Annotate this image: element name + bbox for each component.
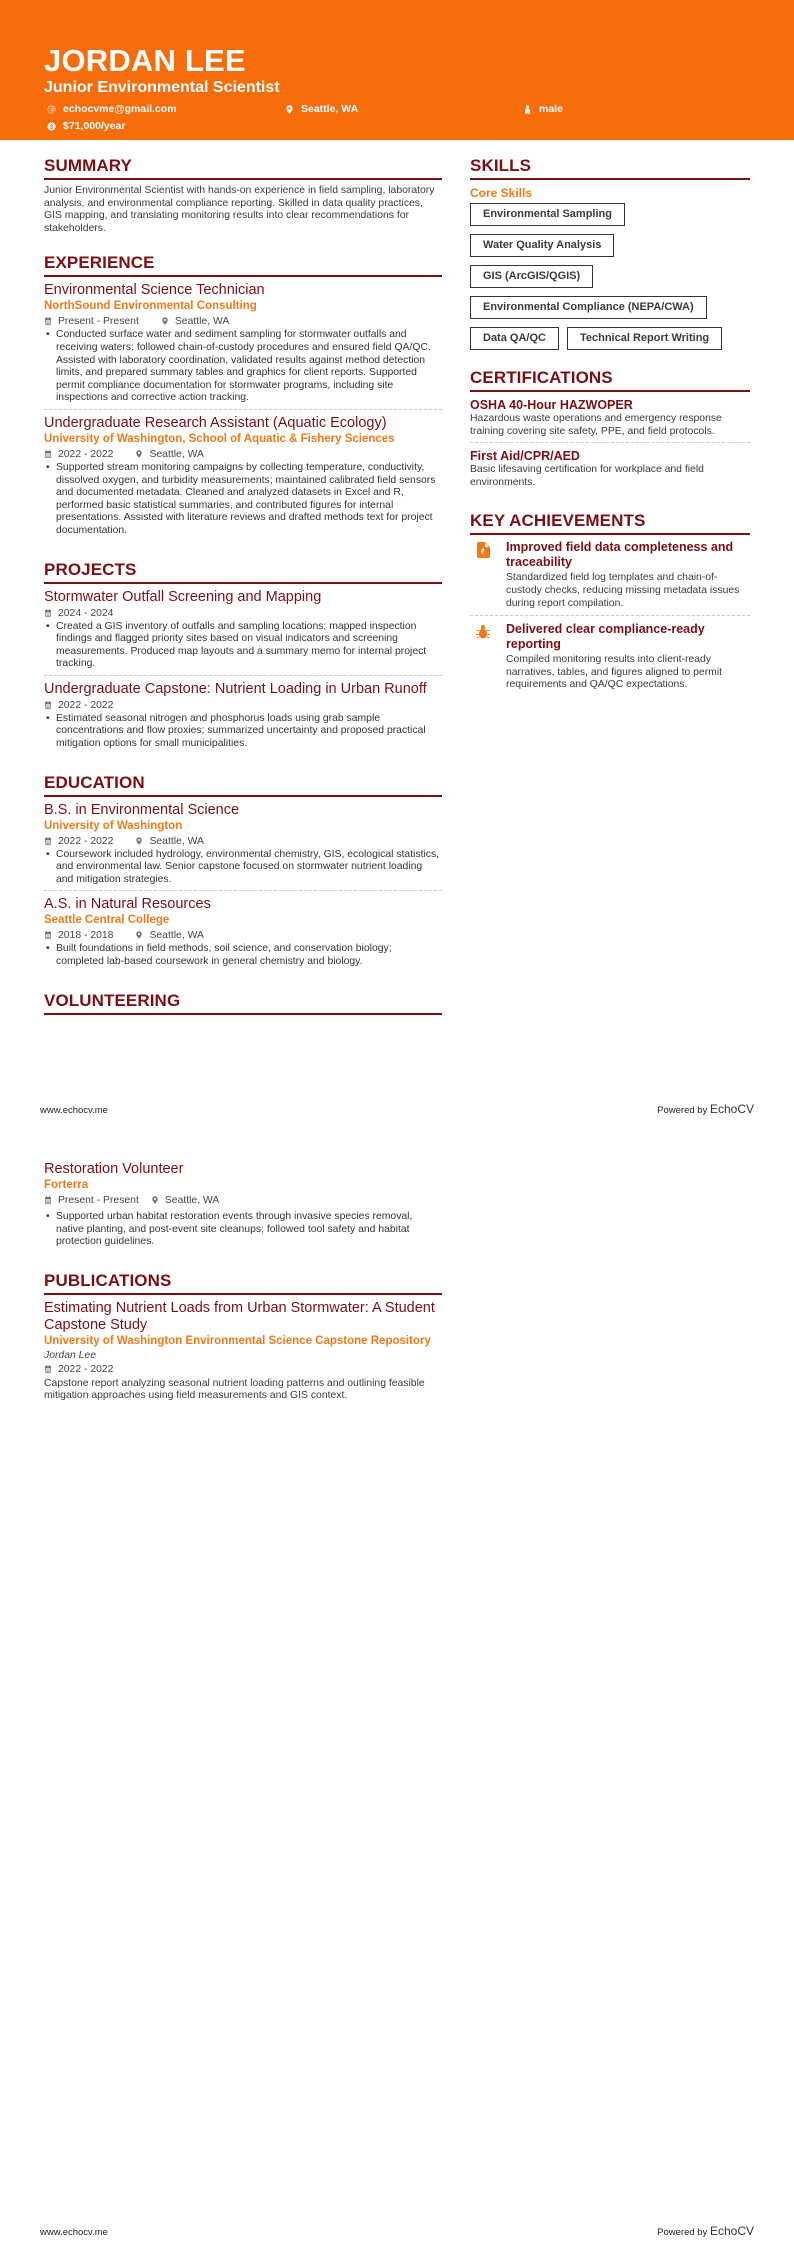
- volunteer-entry: [44, 1161, 442, 1253]
- bullet-list: [44, 849, 442, 887]
- bullet-item: • Conducted surface water and sediment sampling for stormwater outfalls and receiving waters; followed chain-of-custody procedures and ensured field QA/QC. Assisted with laboratory coordination, validated results against method detection limits, and prepared summary tables and graphics for client reports. Supported permit compliance documentation for stormwater programs, including site inspections and corrective action tracking.: [44, 329, 442, 405]
- achievement-title: Delivered clear compliance-ready reporting: [506, 622, 705, 652]
- degree: B.S. in Environmental Science: [44, 801, 240, 818]
- date-range: 2022 - 2022: [58, 699, 114, 711]
- entry-meta: [44, 315, 442, 328]
- section-heading: PUBLICATIONS: [44, 1271, 442, 1295]
- experience-section: [44, 253, 442, 541]
- location: Seattle, WA: [135, 448, 203, 461]
- section-heading: EXPERIENCE: [44, 253, 442, 277]
- organization-name: Forterra: [44, 1179, 89, 1191]
- volunteer-role: Restoration Volunteer: [44, 1161, 184, 1177]
- experience-entry: [44, 409, 442, 542]
- right-column: [470, 156, 750, 715]
- entry-meta: [44, 1194, 442, 1207]
- skill-chip: Technical Report Writing: [567, 327, 722, 350]
- calendar-icon: [44, 931, 53, 940]
- summary-section: [44, 156, 442, 235]
- footer-powered-by: Powered by EchoCV: [657, 2224, 754, 2238]
- education-entry: [44, 890, 442, 972]
- person-icon: [522, 105, 532, 115]
- publication-title: Estimating Nutrient Loads from Urban Stormwater: A Student Capstone Study: [44, 1299, 435, 1333]
- publication-entry: [44, 1300, 442, 1407]
- calendar-icon: [44, 837, 53, 846]
- calendar-icon: [44, 317, 53, 326]
- contact-email: echocvme@gmail.com: [44, 102, 282, 117]
- calendar-icon: [44, 450, 53, 459]
- document-icon: [470, 540, 506, 610]
- achievement-entry: [470, 540, 750, 615]
- location-pin-icon: [135, 450, 144, 459]
- entry-meta: [44, 835, 442, 848]
- bullet-item: • Built foundations in field methods, soil science, and conservation biology; completed lab-based coursework in general chemistry and biology.: [44, 943, 442, 968]
- achievements-section: [470, 511, 750, 697]
- section-heading: KEY ACHIEVEMENTS: [470, 511, 750, 535]
- location-pin-icon: [135, 931, 144, 940]
- bullet-item: • Supported stream monitoring campaigns by collecting temperature, conductivity, dissolved oxygen, and turbidity measurements; maintained calibrated field sensors and documented metadata. Cleaned and analyzed datasets in Excel and R, performed basic statistical summaries, and contributed figures for internal presentations. Assisted with literature reviews and drafted methods text for project documentation.: [44, 462, 442, 538]
- achievement-title: Improved field data completeness and traceability: [506, 540, 734, 570]
- publication-description: Capstone report analyzing seasonal nutrient loading patterns and outlining feasible mitigation approaches using field measurements and GIS context.: [44, 1377, 425, 1402]
- skill-chip: Environmental Compliance (NEPA/CWA): [470, 296, 707, 319]
- contact-salary: $71,000/year: [44, 119, 282, 134]
- date-range: 2024 - 2024: [58, 607, 114, 619]
- location-pin-icon: [284, 105, 294, 115]
- footer-website: www.echocv.me: [40, 1105, 108, 1116]
- left-column: [44, 156, 442, 1033]
- skill-chip: Environmental Sampling: [470, 203, 625, 226]
- skill-chips: [470, 203, 750, 350]
- job-title: Undergraduate Research Assistant (Aquatic Ecology): [44, 414, 387, 431]
- achievement-entry: [470, 615, 750, 697]
- bug-icon: [470, 622, 506, 692]
- date-range: 2022 - 2022: [58, 835, 114, 847]
- section-heading: EDUCATION: [44, 773, 442, 797]
- location: Seattle, WA: [151, 1194, 219, 1207]
- skills-section: [470, 156, 750, 350]
- bullet-item: • Supported urban habitat restoration events through invasive species removal, native planting, and post-event site cleanups; followed tool safety and habitat protection guidelines.: [44, 1211, 442, 1249]
- volunteering-section: [44, 1161, 442, 1253]
- bullet-list: [44, 713, 442, 751]
- location: Seattle, WA: [135, 835, 203, 848]
- candidate-title: Junior Environmental Scientist: [44, 79, 280, 96]
- volunteering-section-heading: [44, 991, 442, 1015]
- summary-text: Junior Environmental Scientist with hands-on experience in field sampling, laboratory analysis, and environmental compliance reporting. Skilled in data quality practices, GIS mapping, and translating monitoring results into clear recommendations for stakeholders.: [44, 185, 435, 234]
- contact-gender: male: [520, 102, 758, 117]
- page-footer-2: [40, 2224, 754, 2238]
- page-footer: [40, 1102, 754, 1116]
- school-name: Seattle Central College: [44, 914, 170, 927]
- project-title: Undergraduate Capstone: Nutrient Loading in Urban Runoff: [44, 680, 427, 697]
- location: Seattle, WA: [135, 929, 203, 942]
- money-icon: [46, 122, 56, 132]
- certification-description: Basic lifesaving certification for workplace and field environments.: [470, 464, 704, 488]
- location-pin-icon: [161, 317, 170, 326]
- date-range: Present - Present: [58, 316, 139, 328]
- achievement-description: Standardized field log templates and chain-of-custody checks, reducing missing metadata issues during report compilation.: [506, 572, 740, 609]
- candidate-name: JORDAN LEE: [44, 43, 246, 78]
- location-pin-icon: [135, 837, 144, 846]
- section-heading: SKILLS: [470, 156, 750, 180]
- section-heading: SUMMARY: [44, 156, 442, 180]
- skill-chip: Data QA/QC: [470, 327, 559, 350]
- bullet-list: [44, 621, 442, 671]
- footer-website: www.echocv.me: [40, 2227, 108, 2238]
- bullet-item: • Estimated seasonal nitrogen and phosphorus loads using grab sample concentrations and flow proxies; summarized uncertainty and proposed practical mitigation options for small municipalities.: [44, 713, 442, 751]
- projects-section: [44, 560, 442, 755]
- bullet-item: • Coursework included hydrology, environmental chemistry, GIS, ecological statistics, and environmental law. Senior capstone focused on stormwater nutrient loading and mitigation strategies.: [44, 849, 442, 887]
- calendar-icon: [44, 1196, 53, 1205]
- certification-description: Hazardous waste operations and emergency response training covering site safety, PPE, and field protocols.: [470, 413, 722, 437]
- bullet-list: [44, 1211, 442, 1249]
- publisher-name: University of Washington Environmental Science Capstone Repository: [44, 1334, 431, 1347]
- certification-entry: [470, 397, 750, 442]
- bullet-list: [44, 329, 442, 405]
- bullet-list: [44, 462, 442, 538]
- location-pin-icon: [151, 1196, 160, 1205]
- project-title: Stormwater Outfall Screening and Mapping: [44, 588, 322, 605]
- calendar-icon: [44, 609, 53, 618]
- company-name: University of Washington, School of Aquatic & Fishery Sciences: [44, 432, 395, 445]
- entry-meta: [44, 448, 442, 461]
- entry-meta: [44, 607, 442, 620]
- project-entry: [44, 589, 442, 675]
- certification-title: First Aid/CPR/AED: [470, 449, 580, 464]
- skill-group-label: Core Skills: [470, 186, 533, 200]
- project-entry: [44, 675, 442, 755]
- contact-location: Seattle, WA: [282, 102, 520, 117]
- certification-title: OSHA 40-Hour HAZWOPER: [470, 398, 633, 412]
- publication-author: Jordan Lee: [44, 1349, 96, 1361]
- publications-section: [44, 1271, 442, 1407]
- certifications-section: [470, 368, 750, 493]
- date-range: 2022 - 2022: [58, 1363, 114, 1375]
- date-range: 2018 - 2018: [58, 930, 114, 942]
- location: Seattle, WA: [161, 315, 229, 328]
- calendar-icon: [44, 701, 53, 710]
- entry-meta: [44, 929, 442, 942]
- certification-entry: [470, 442, 750, 493]
- education-section: [44, 773, 442, 973]
- job-title: Environmental Science Technician: [44, 282, 265, 299]
- resume-header: [0, 0, 794, 140]
- bullet-list: [44, 943, 442, 968]
- date-range: 2022 - 2022: [58, 448, 114, 460]
- section-heading: PROJECTS: [44, 560, 442, 584]
- skill-chip: GIS (ArcGIS/QGIS): [470, 265, 593, 288]
- left-column-page-2: [44, 1161, 442, 1425]
- date-range: Present - Present: [58, 1195, 139, 1206]
- achievement-description: Compiled monitoring results into client-ready narratives, tables, and figures aligned to permit requirements and QA/QC expectations.: [506, 654, 723, 691]
- calendar-icon: [44, 1365, 53, 1374]
- education-entry: [44, 802, 442, 891]
- school-name: University of Washington: [44, 819, 183, 832]
- entry-meta: [44, 699, 442, 712]
- contact-list: [44, 102, 750, 134]
- section-heading: VOLUNTEERING: [44, 991, 442, 1015]
- footer-powered-by: Powered by EchoCV: [657, 1102, 754, 1116]
- entry-meta: [44, 1363, 442, 1376]
- bullet-item: • Created a GIS inventory of outfalls and sampling locations; mapped inspection findings and flagged priority sites based on visual indicators and screening measurements. Produced map layouts and a summary memo for internal project tracking.: [44, 621, 442, 671]
- section-heading: CERTIFICATIONS: [470, 368, 750, 392]
- at-icon: [46, 105, 56, 115]
- degree: A.S. in Natural Resources: [44, 896, 211, 913]
- company-name: NorthSound Environmental Consulting: [44, 300, 257, 313]
- experience-entry: [44, 282, 442, 409]
- skill-chip: Water Quality Analysis: [470, 234, 614, 257]
